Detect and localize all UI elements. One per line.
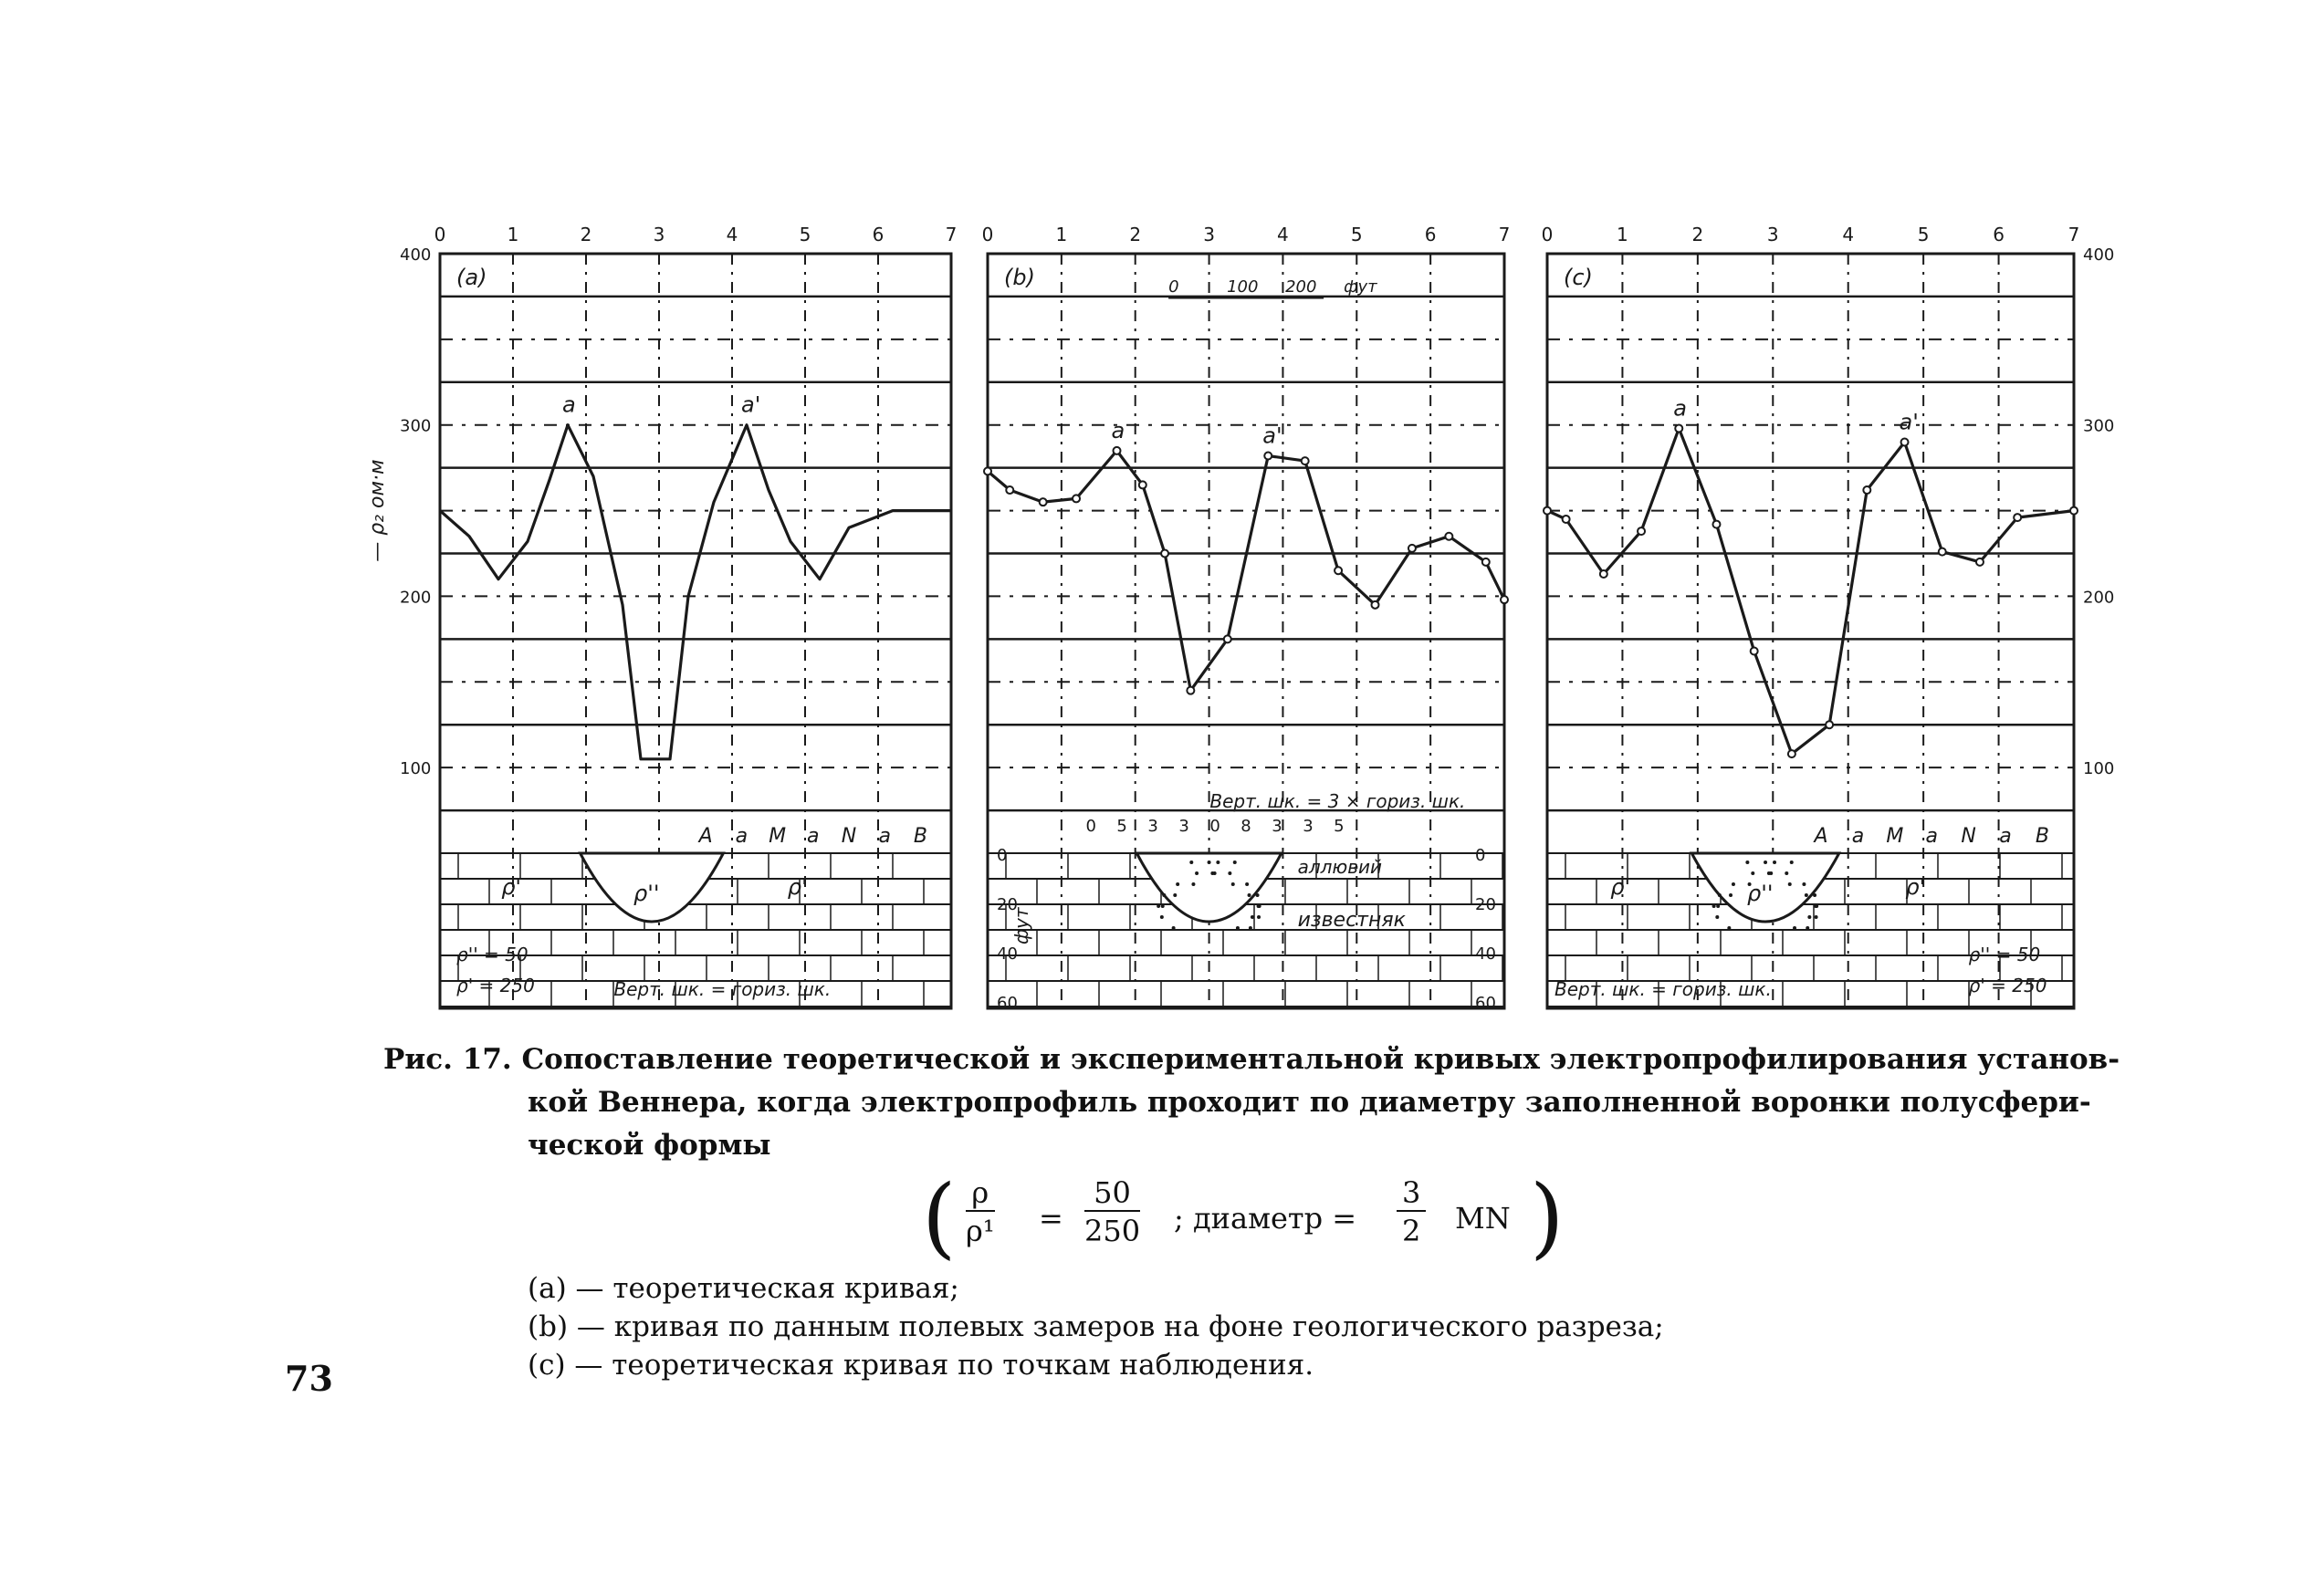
section-label: ρ' <box>1610 874 1631 900</box>
formula <box>922 1166 1579 1276</box>
curve-line <box>1547 429 2074 755</box>
data-point <box>1161 550 1168 558</box>
fill-dot <box>1231 882 1235 886</box>
section-label: ρ' <box>1905 874 1926 900</box>
electrode-label: A <box>698 825 713 848</box>
data-point <box>1600 570 1607 578</box>
fill-dot <box>1715 915 1719 919</box>
x-tick-label: 2 <box>1129 224 1142 245</box>
data-point <box>1675 424 1682 432</box>
fill-dot <box>1257 915 1261 919</box>
fill-dot <box>1807 915 1811 919</box>
station-label: 0 <box>1085 817 1096 836</box>
y-tick-label: 400 <box>2083 245 2115 265</box>
section-label: ρ' <box>787 874 808 900</box>
data-point <box>1544 507 1551 515</box>
formula-left-paren: ( <box>922 1166 957 1268</box>
fill-dot <box>1216 861 1220 864</box>
station-label: 5 <box>1116 817 1127 836</box>
formula-fraction-3 <box>1397 1175 1426 1248</box>
resistivity-note: ρ'' = 50 <box>1968 944 2041 965</box>
panel-c <box>1542 224 2115 1008</box>
data-point <box>1408 545 1416 552</box>
x-tick-label: 4 <box>1277 224 1289 245</box>
fill-dot <box>1732 882 1735 886</box>
data-point <box>1939 548 1946 556</box>
formula-right-paren: ) <box>1530 1166 1565 1268</box>
page-number: 73 <box>285 1358 333 1399</box>
x-tick-label: 1 <box>507 224 519 245</box>
curve-line <box>440 425 951 759</box>
data-point <box>1788 750 1795 757</box>
data-point <box>1187 687 1194 694</box>
fill-dot <box>1716 904 1720 908</box>
resistivity-note: ρ' = 250 <box>1968 975 2047 996</box>
legend-b: (b) — кривая по данным полевых замеров на фоне геологического разреза; <box>528 1310 1664 1343</box>
formula-den-2: 250 <box>1084 1214 1141 1248</box>
station-label: 8 <box>1240 817 1251 836</box>
x-tick-label: 0 <box>434 224 446 245</box>
data-point <box>1114 447 1121 454</box>
x-tick-label: 2 <box>1691 224 1704 245</box>
data-point <box>2014 514 2021 521</box>
peak-label: a <box>1111 417 1125 443</box>
scale-note: Верт. шк. = гориз. шк. <box>1555 978 1772 1000</box>
electrode-label: a <box>878 825 891 848</box>
fill-dot <box>1815 915 1818 919</box>
depth-tick: 40 <box>997 944 1018 964</box>
electrode-label: B <box>2035 825 2049 848</box>
scale-bar-label: 100 <box>1227 277 1259 297</box>
station-label: 3 <box>1303 817 1314 836</box>
panel-label: (b) <box>1004 265 1035 290</box>
data-point <box>1976 558 1984 566</box>
x-tick-label: 0 <box>981 224 994 245</box>
fill-dot <box>1213 871 1217 875</box>
fill-dot <box>1161 904 1165 908</box>
fill-dot <box>1769 871 1773 875</box>
data-point <box>1264 453 1272 460</box>
fill-dot <box>1806 926 1809 930</box>
fill-dot <box>1727 926 1731 930</box>
formula-fraction-1 <box>966 1175 995 1248</box>
fill-dot <box>1248 893 1251 897</box>
depth-tick-right: 0 <box>1475 846 1486 865</box>
depth-unit: фут <box>1010 907 1032 944</box>
resistivity-note: ρ'' = 50 <box>456 944 529 965</box>
layer-label: аллювий <box>1297 856 1383 878</box>
depth-tick: 0 <box>997 846 1008 865</box>
station-label: 5 <box>1334 817 1345 836</box>
station-label: 3 <box>1272 817 1282 836</box>
peak-label: a' <box>1899 409 1919 435</box>
curve-line <box>988 451 1504 691</box>
x-tick-label: 7 <box>1498 224 1511 245</box>
fill-dot <box>1191 882 1195 886</box>
fill-dot <box>1790 861 1794 864</box>
fill-dot <box>1788 882 1792 886</box>
electrode-label: a <box>735 825 748 848</box>
scale-bar-label: фут <box>1344 277 1377 297</box>
legend-a: (a) — теоретическая кривая; <box>528 1272 959 1305</box>
x-tick-label: 7 <box>945 224 958 245</box>
y-tick-label: 100 <box>400 759 432 779</box>
formula-sep: ; диаметр = <box>1174 1201 1357 1236</box>
x-tick-label: 1 <box>1055 224 1068 245</box>
fill-dot <box>1245 882 1249 886</box>
formula-num-2: 50 <box>1084 1175 1140 1212</box>
formula-eq: = <box>1039 1201 1063 1236</box>
fill-dot <box>1195 871 1199 875</box>
fill-dot <box>1251 915 1254 919</box>
caption-line-2: кой Веннера, когда электропрофиль проходит по диаметру заполненной воронки полусфери- <box>528 1086 2091 1119</box>
formula-tail: MN <box>1455 1201 1511 1236</box>
formula-den-1: ρ¹ <box>966 1214 995 1248</box>
data-point <box>1751 647 1758 654</box>
caption-line-1: Рис. 17. Сопоставление теоретической и экспериментальной кривых электропрофилирования установ- <box>383 1043 2120 1076</box>
electrode-label: A <box>1814 825 1828 848</box>
fill-dot <box>1157 904 1160 908</box>
fill-dot <box>1785 871 1788 875</box>
formula-num-1: ρ <box>966 1175 995 1212</box>
electrode-label: a <box>1999 825 2012 848</box>
data-point <box>1563 516 1570 523</box>
data-point <box>1482 558 1490 566</box>
peak-label: a' <box>1262 422 1282 449</box>
x-tick-label: 5 <box>1350 224 1363 245</box>
data-point <box>1040 498 1047 506</box>
data-point <box>1224 635 1231 642</box>
peak-label: a <box>1673 395 1687 422</box>
fill-dot <box>1228 871 1231 875</box>
fill-dot <box>1712 904 1716 908</box>
fill-dot <box>1173 893 1177 897</box>
section-label: ρ'' <box>1747 881 1774 906</box>
panel-b <box>982 224 1511 1013</box>
x-tick-label: 1 <box>1617 224 1628 245</box>
station-label: 3 <box>1147 817 1158 836</box>
data-point <box>1006 486 1013 494</box>
x-tick-label: 2 <box>580 224 592 245</box>
y-tick-label: 100 <box>2083 759 2115 779</box>
data-point <box>1372 601 1379 609</box>
scale-bar-label: 0 <box>1168 277 1179 297</box>
fill-dot <box>1160 915 1164 919</box>
fill-dot <box>1745 861 1749 864</box>
station-label: 0 <box>1209 817 1220 836</box>
y-axis-label: — ρ₂ ом·м <box>366 459 389 562</box>
fill-dot <box>1813 893 1816 897</box>
data-point <box>1073 495 1080 502</box>
x-tick-label: 6 <box>1424 224 1437 245</box>
fill-dot <box>1257 904 1261 908</box>
data-point <box>1302 457 1309 464</box>
x-tick-label: 4 <box>1842 224 1855 245</box>
data-point <box>2070 507 2078 515</box>
x-tick-label: 3 <box>653 224 665 245</box>
y-tick-label: 200 <box>2083 588 2115 608</box>
x-tick-label: 5 <box>799 224 811 245</box>
fill-dot <box>1172 926 1176 930</box>
formula-den-3: 2 <box>1402 1214 1421 1248</box>
peak-label: a <box>562 391 576 418</box>
formula-num-3: 3 <box>1397 1175 1426 1212</box>
depth-tick-right: 40 <box>1475 944 1496 964</box>
data-point <box>1712 521 1720 528</box>
x-tick-label: 6 <box>1993 224 2005 245</box>
data-point <box>984 467 991 475</box>
panel-a <box>366 224 957 1008</box>
fill-dot <box>1208 861 1211 864</box>
electrode-label: a <box>1851 825 1865 848</box>
fill-dot <box>1729 893 1732 897</box>
x-tick-label: 5 <box>1917 224 1930 245</box>
scale-note: Верт. шк. = гориз. шк. <box>613 978 832 1000</box>
section-label: ρ' <box>501 874 522 900</box>
fill-dot <box>1162 893 1166 897</box>
scale-bar-label: 200 <box>1285 277 1317 297</box>
panel-label: (a) <box>456 265 487 290</box>
fill-dot <box>1176 882 1179 886</box>
x-tick-label: 6 <box>872 224 885 245</box>
fill-dot <box>1751 871 1754 875</box>
data-point <box>1901 438 1909 445</box>
fill-dot <box>1189 861 1193 864</box>
x-tick-label: 3 <box>1766 224 1779 245</box>
data-point <box>1445 533 1452 540</box>
electrode-label: N <box>841 825 857 848</box>
fill-dot <box>1793 926 1796 930</box>
x-tick-label: 3 <box>1203 224 1215 245</box>
panel-label: (c) <box>1564 265 1593 290</box>
depth-tick-right: 20 <box>1475 895 1496 914</box>
fill-dot <box>1805 893 1808 897</box>
station-label: 3 <box>1178 817 1189 836</box>
data-point <box>1335 567 1342 574</box>
data-point <box>1863 486 1870 494</box>
electrode-label: M <box>769 825 787 848</box>
x-tick-label: 0 <box>1541 224 1554 245</box>
peak-label: a' <box>741 391 761 418</box>
fill-dot <box>1249 926 1252 930</box>
fill-dot <box>1256 893 1260 897</box>
section-label: ρ'' <box>633 881 660 906</box>
electrode-label: a <box>1925 825 1938 848</box>
depth-tick-right: 60 <box>1475 994 1496 1013</box>
data-point <box>1139 481 1146 488</box>
x-tick-label: 7 <box>2067 224 2080 245</box>
y-tick-label: 400 <box>400 245 432 265</box>
data-point <box>1826 721 1833 728</box>
y-tick-label: 300 <box>400 416 432 436</box>
depth-tick: 60 <box>997 994 1018 1013</box>
electrode-label: N <box>1961 825 1976 848</box>
formula-fraction-2 <box>1084 1175 1140 1248</box>
caption-line-3: ческой формы <box>528 1129 771 1162</box>
fill-dot <box>1802 882 1806 886</box>
fill-dot <box>1773 861 1776 864</box>
electrode-label: B <box>913 825 927 848</box>
y-tick-label: 300 <box>2083 416 2115 436</box>
y-tick-label: 200 <box>400 588 432 608</box>
scale-note: Верт. шк. = 3 × гориз. шк. <box>1209 790 1466 812</box>
fill-dot <box>1233 861 1237 864</box>
resistivity-note: ρ' = 250 <box>456 975 535 996</box>
layer-label: известняк <box>1297 909 1406 932</box>
x-tick-label: 4 <box>726 224 738 245</box>
fill-dot <box>1718 893 1722 897</box>
electrode-label: M <box>1886 825 1904 848</box>
data-point <box>1501 596 1508 603</box>
fill-dot <box>1236 926 1240 930</box>
fill-dot <box>1814 904 1817 908</box>
legend-c: (c) — теоретическая кривая по точкам наблюдения. <box>528 1349 1314 1382</box>
fill-dot <box>1764 861 1767 864</box>
data-point <box>1638 527 1645 535</box>
electrode-label: a <box>807 825 820 848</box>
depth-tick: 20 <box>997 895 1018 914</box>
